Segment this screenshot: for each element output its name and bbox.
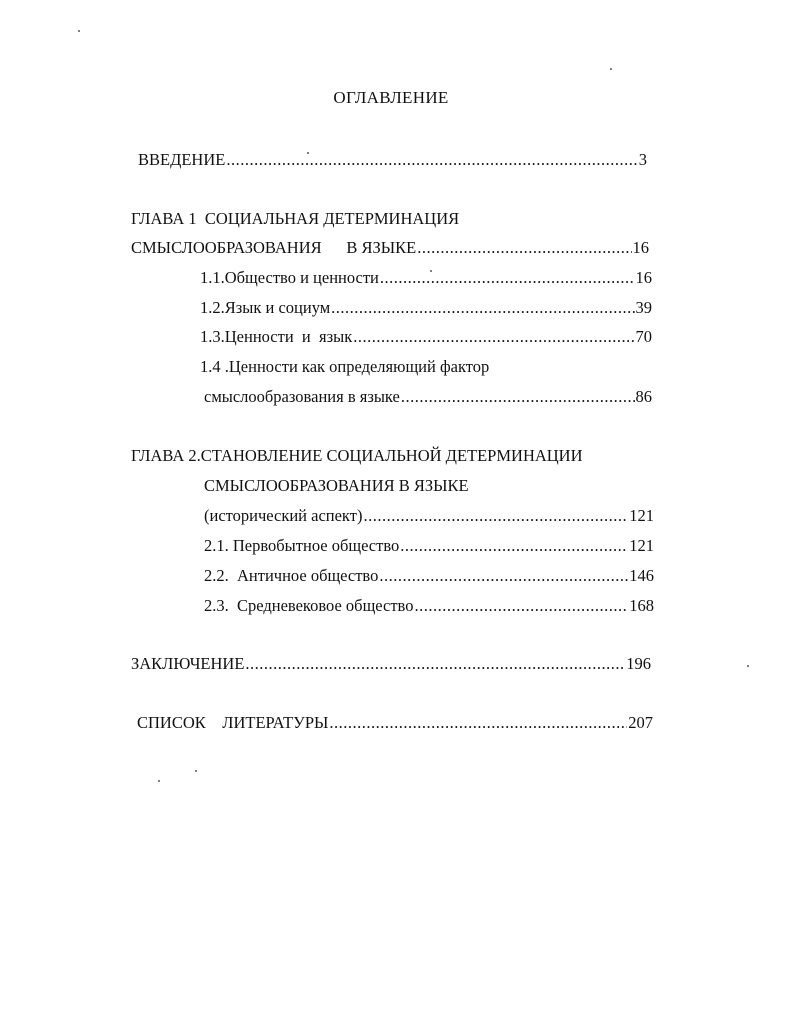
scan-speck xyxy=(158,780,160,782)
toc-entry-section-2-1 xyxy=(204,536,654,556)
toc-entry-label: 2.3. Средневековое общество xyxy=(204,596,414,615)
toc-entry-page: 121 xyxy=(629,536,654,555)
toc-entry-section-2-3 xyxy=(204,596,654,616)
toc-entry-page: 86 xyxy=(635,387,652,406)
section-1-4-title: 1.4 .Ценности как определяющий фактор xyxy=(200,357,490,376)
toc-entry-section-1-3 xyxy=(200,327,652,347)
toc-entry-page: 121 xyxy=(629,506,654,525)
scan-speck xyxy=(430,270,432,272)
scan-speck xyxy=(747,665,749,667)
toc-entry-page: 207 xyxy=(628,713,653,732)
toc-entry-section-2-2 xyxy=(204,566,654,586)
leader-dots xyxy=(380,268,635,288)
leader-dots xyxy=(329,713,627,733)
leader-dots xyxy=(417,238,631,258)
leader-dots xyxy=(353,327,634,347)
toc-entry-intro xyxy=(138,150,647,170)
leader-dots xyxy=(363,506,628,526)
toc-entry-page: 146 xyxy=(629,566,654,585)
toc-entry-label: СПИСОК ЛИТЕРАТУРЫ xyxy=(137,713,329,732)
toc-entry-label: СМЫСЛООБРАЗОВАНИЯ В ЯЗЫКЕ xyxy=(131,238,417,257)
toc-entry-bibliography xyxy=(137,713,653,733)
toc-entry-label: 1.2.Язык и социум xyxy=(200,298,331,317)
toc-entry-chapter-2 xyxy=(204,506,654,526)
toc-entry-label: (исторический аспект) xyxy=(204,506,363,525)
toc-entry-page: 16 xyxy=(635,268,652,287)
toc-entry-label: 1.1.Общество и ценности xyxy=(200,268,379,287)
toc-entry-label: 1.3.Ценности и язык xyxy=(200,327,353,346)
toc-entry-page: 196 xyxy=(626,654,651,673)
toc-entry-section-1-1 xyxy=(200,268,652,288)
toc-entry-page: 3 xyxy=(638,150,647,169)
page-title: ОГЛАВЛЕНИЕ xyxy=(333,88,449,107)
leader-dots xyxy=(401,387,635,407)
chapter-2-heading-line2: СМЫСЛООБРАЗОВАНИЯ В ЯЗЫКЕ xyxy=(204,476,469,495)
toc-entry-page: 168 xyxy=(629,596,654,615)
toc-entry-section-1-2 xyxy=(200,298,652,318)
toc-entry-conclusion xyxy=(131,654,651,674)
toc-entry-chapter-1 xyxy=(131,238,649,258)
toc-entry-page: 70 xyxy=(635,327,652,346)
toc-entry-label: ЗАКЛЮЧЕНИЕ xyxy=(131,654,245,673)
toc-entry-page: 16 xyxy=(632,238,649,257)
toc-entry-label: 2.1. Первобытное общество xyxy=(204,536,400,555)
chapter-1-heading: ГЛАВА 1 СОЦИАЛЬНАЯ ДЕТЕРМИНАЦИЯ xyxy=(131,209,460,228)
toc-entry-label: смыслообразования в языке xyxy=(204,387,400,406)
toc-entry-label: 2.2. Античное общество xyxy=(204,566,379,585)
leader-dots xyxy=(245,654,625,674)
toc-entry-label: ВВЕДЕНИЕ xyxy=(138,150,226,169)
scan-speck xyxy=(610,68,612,70)
leader-dots xyxy=(331,298,634,318)
leader-dots xyxy=(226,150,637,170)
scan-speck xyxy=(195,770,197,772)
leader-dots xyxy=(379,566,628,586)
toc-entry-section-1-4 xyxy=(204,387,652,407)
toc-entry-page: 39 xyxy=(635,298,652,317)
chapter-2-heading: ГЛАВА 2.СТАНОВЛЕНИЕ СОЦИАЛЬНОЙ ДЕТЕРМИНАЦИИ xyxy=(131,446,583,465)
leader-dots xyxy=(414,596,628,616)
scan-speck xyxy=(78,30,80,32)
leader-dots xyxy=(400,536,628,556)
scan-speck xyxy=(307,152,309,154)
